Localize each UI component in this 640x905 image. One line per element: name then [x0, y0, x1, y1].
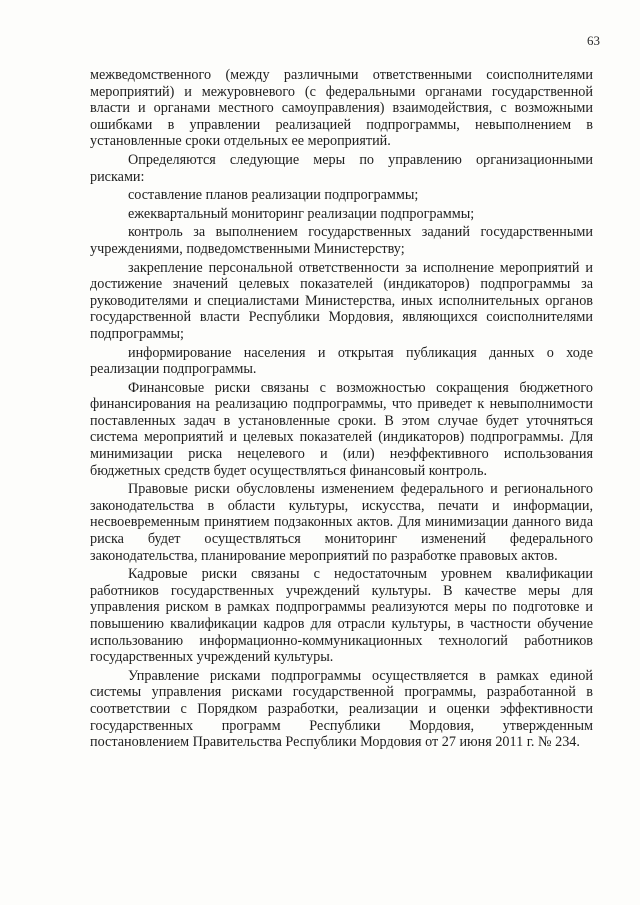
list-item-plans: составление планов реализации подпрограммы;: [128, 187, 419, 204]
page-number: 63: [587, 33, 600, 48]
list-item-responsibility: закрепление персональной ответственности за исполнение мероприятий и достижение значений целевых показателей (индикаторов) подпрограммы за руководителями и специалистами Министерства, иных исполнительных органов государственной власти Республики Мордовия, являющихся соисполнителями подпрограммы;: [90, 259, 593, 342]
list-item-control: контроль за выполнением государственных заданий государственными учреждениями, подведомственными Министерству;: [90, 224, 593, 257]
paragraph-continuation: межведомственного (между различными ответственными соисполнителями мероприятий) и межуровневого (с федеральными органами государственной власти и органами местного самоуправления) взаимодействия, с возможными ошибками в управлении реализацией подпрограммы, невыполнением в установленные сроки отдельных ее мероприятий.: [90, 67, 593, 150]
paragraph-personnel-risks: Кадровые риски связаны с недостаточным уровнем квалификации работников государственных учреждений культуры. В качестве меры для управления риском в рамках подпрограммы реализуются меры по подготовке и повышению квалификации кадров для отрасли культуры, в частности обучение использованию информационно-коммуникационных технологий работников государственных учреждений культуры.: [90, 566, 593, 666]
paragraph-risk-management: Управление рисками подпрограммы осуществляется в рамках единой системы управления рисками государственной программы, разработанной в соответствии с Порядком разработки, реализации и оценки эффективности государственных программ Республики Мордовия, утвержденным постановлением Правительства Республики Мордовия от 27 июня 2011 г. № 234.: [90, 667, 593, 751]
paragraph-legal-risks: Правовые риски обусловлены изменением федерального и регионального законодательства в области культуры, искусства, печати и информации, несвоевременным принятием подзаконных актов. Для минимизации данного вида риска будет осуществляться мониторинг изменений федерального законодательства, планирование мероприятий по разработке правовых актов.: [90, 481, 593, 564]
paragraph-org-risk-measures-intro: Определяются следующие меры по управлению организационными рисками:: [90, 151, 593, 185]
list-item-monitoring: ежеквартальный мониторинг реализации подпрограммы;: [128, 205, 475, 222]
body-text: [90, 67, 593, 753]
paragraph-financial-risks: Финансовые риски связаны с возможностью сокращения бюджетного финансирования на реализацию подпрограммы, что приведет к невыполнимости поставленных задач в установленные сроки. В этом случае будет уточняться система мероприятий и целевых показателей (индикаторов) подпрограммы. Для минимизации риска нецелевого и (или) неэффективного использования бюджетных средств будет осуществляться финансовый контроль.: [90, 379, 593, 479]
list-item-informing: информирование населения и открытая публикация данных о ходе реализации подпрограммы.: [90, 344, 593, 378]
